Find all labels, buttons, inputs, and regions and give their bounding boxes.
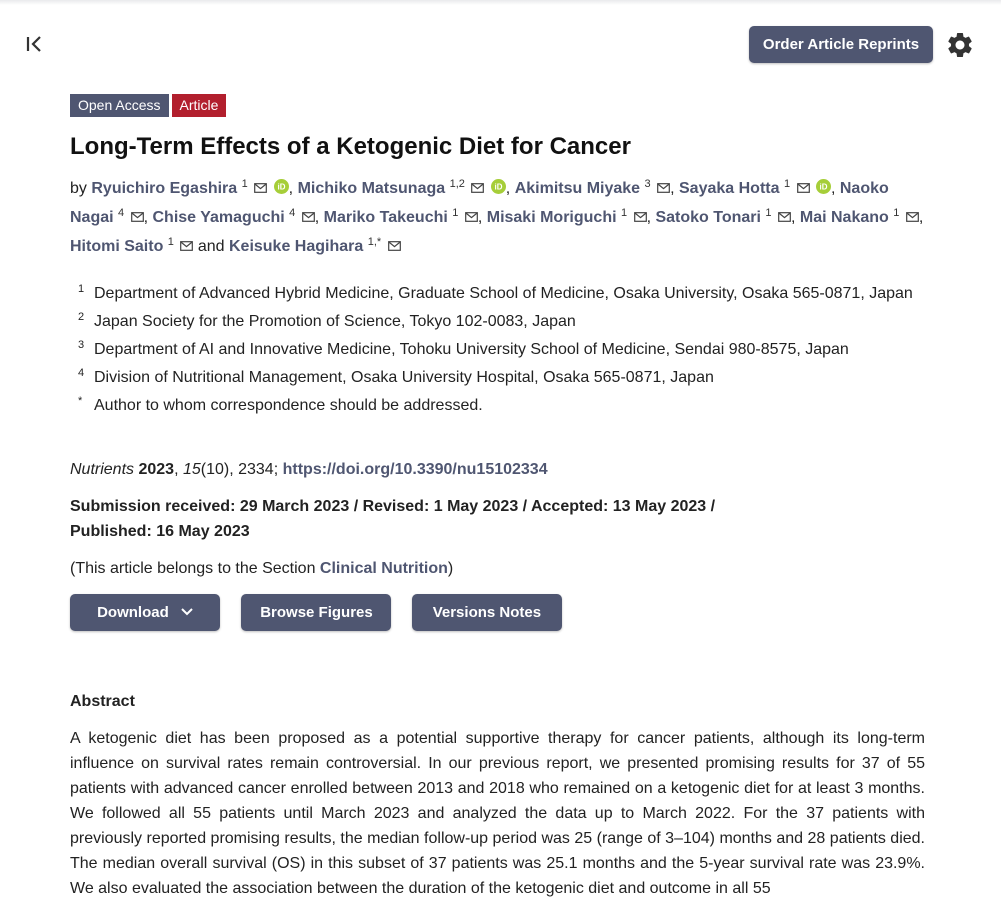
citation-volume: 15 (182, 461, 201, 478)
affiliation-text: Department of AI and Innovative Medicine, Tohoku University School of Medicine, Sendai 980-8575, Japan (94, 341, 849, 358)
author-name[interactable]: Hitomi Saito (70, 238, 164, 255)
browse-figures-button[interactable]: Browse Figures (241, 594, 391, 631)
abstract-text: A ketogenic diet has been proposed as a potential supportive therapy for cancer patients, although its long-term influence on survival rates remain controversial. In our previous report, we presented promising results for 37 of 55 patients with advanced cancer enrolled between 2013 and 2018 who remained on a ketogenic diet for at least 3 months. We followed all 55 patients until March 2023 and analyzed the data up to March 2022. For the 37 patients with previously reported promising results, the median follow-up period was 25 (range of 3–104) months and 28 patients died. The median overall survival (OS) in this subset of 37 patients was 25.1 months and the 5-year survival rate was 23.9%. We also evaluated the association between the duration of the ketogenic diet and outcome in all 55 (70, 730, 925, 897)
affiliation-text: Japan Society for the Promotion of Science, Tokyo 102-0083, Japan (94, 313, 576, 330)
open-access-badge[interactable]: Open Access (70, 94, 169, 117)
section-link[interactable]: Clinical Nutrition (319, 560, 448, 577)
orcid-icon[interactable] (816, 179, 831, 194)
chevron-down-icon (181, 608, 193, 616)
badge-row (70, 94, 926, 118)
svg-text:iD: iD (277, 182, 286, 192)
author-affiliation-ref: 4 (118, 207, 125, 219)
author-affiliation-ref: 1 (620, 207, 628, 219)
mail-icon[interactable] (778, 212, 791, 222)
author-name[interactable]: Satoko Tonari (655, 209, 761, 226)
gear-icon (945, 30, 975, 60)
settings-button[interactable] (945, 30, 975, 60)
mail-icon[interactable] (180, 241, 193, 251)
citation-issue-pages: (10), 2334; (200, 461, 279, 478)
mail-icon[interactable] (302, 212, 315, 222)
author-affiliation-ref: 1 (783, 178, 791, 190)
section-prefix: (This article belongs to the Section (70, 560, 316, 577)
section-suffix: ) (447, 560, 454, 577)
author-name[interactable]: Akimitsu Miyake (514, 180, 641, 197)
author-affiliation-ref: 4 (289, 207, 296, 219)
download-button[interactable] (70, 594, 220, 631)
mail-icon[interactable] (797, 183, 810, 193)
affiliation-item (70, 393, 926, 418)
affiliation-list (70, 281, 926, 418)
orcid-icon[interactable] (274, 179, 289, 194)
author-affiliation-ref: 1 (241, 178, 248, 190)
affiliation-text: Division of Nutritional Management, Osaka University Hospital, Osaka 565-0871, Japan (94, 369, 714, 386)
author-name[interactable]: Ryuichiro Egashira (91, 180, 238, 197)
affiliation-item (70, 281, 926, 306)
collapse-sidebar-icon (24, 32, 46, 56)
svg-text:iD: iD (494, 182, 503, 192)
author-affiliation-ref: 1 (893, 207, 900, 219)
author-list: by Ryuichiro Egashira $^1$ iD , Michiko Matsunaga $^{1,2}$ iD , Akimitsu Miyake $^3$ , Sayaka Hotta $^1$ iD , Naoko Nagai $^4$ , Chise Yamaguchi $^4$ , Mariko Takeuchi $^1$ , Misaki Moriguchi $^1$ , Satoko Tonari $^1$ , Mai Nakano $^1$ , Hitomi Saito $^1$ and Keisuke Hagihara $^{1,*}$ (70, 178, 924, 255)
publication-dates: Submission received: 29 March 2023 / Revised: 1 May 2023 / Accepted: 13 May 2023 / Published: 16 May 2023 (70, 498, 716, 540)
and-label: and (197, 238, 225, 255)
mail-icon[interactable] (254, 183, 267, 193)
affiliation-number: 3 (78, 339, 85, 351)
author-name[interactable]: Naoko Nagai (70, 180, 889, 226)
action-buttons (70, 594, 926, 631)
affiliation-number: 4 (78, 367, 85, 379)
author-affiliation-ref: 1,* (367, 236, 382, 248)
mail-icon[interactable] (634, 212, 647, 222)
author-name[interactable]: Keisuke Hagihara (228, 238, 364, 255)
affiliation-number: * (78, 395, 83, 407)
author-name[interactable]: Misaki Moriguchi (486, 209, 617, 226)
author-name[interactable]: Michiko Matsunaga (297, 180, 446, 197)
section-note (70, 556, 926, 581)
article-content (70, 94, 926, 901)
affiliation-item (70, 337, 926, 362)
author-affiliation-ref: 1 (167, 236, 174, 248)
author-name[interactable]: Mariko Takeuchi (323, 209, 448, 226)
article-type-badge: Article (172, 94, 227, 117)
journal-name[interactable]: Nutrients (70, 461, 135, 478)
affiliation-item (70, 365, 926, 390)
download-label: Download (97, 604, 169, 621)
versions-notes-button[interactable]: Versions Notes (412, 594, 562, 631)
collapse-sidebar-button[interactable] (24, 32, 46, 56)
affiliation-item (70, 309, 926, 334)
author-name[interactable]: Chise Yamaguchi (152, 209, 285, 226)
citation-year: 2023 (138, 461, 175, 478)
author-affiliation-ref: 1 (452, 207, 459, 219)
mail-icon[interactable] (388, 241, 401, 251)
abstract-heading: Abstract (70, 693, 135, 710)
top-shade (0, 0, 1001, 5)
author-name[interactable]: Mai Nakano (799, 209, 889, 226)
author-affiliation-ref: 1 (765, 207, 772, 219)
author-affiliation-ref: 3 (644, 178, 651, 190)
article-title: Long-Term Effects of a Ketogenic Diet for Cancer (70, 133, 631, 160)
mail-icon[interactable] (465, 212, 478, 222)
orcid-icon[interactable] (491, 179, 506, 194)
mail-icon[interactable] (131, 212, 144, 222)
affiliation-text: Author to whom correspondence should be addressed. (94, 397, 483, 414)
by-label: by (70, 180, 87, 197)
author-name[interactable]: Sayaka Hotta (679, 180, 780, 197)
mail-icon[interactable] (906, 212, 919, 222)
affiliation-text: Department of Advanced Hybrid Medicine, Graduate School of Medicine, Osaka University, Osaka 565-0871, Japan (94, 285, 913, 302)
order-reprints-button[interactable]: Order Article Reprints (749, 26, 933, 63)
doi-link[interactable]: https://doi.org/10.3390/nu15102334 (282, 461, 548, 478)
author-affiliation-ref: 1,2 (449, 178, 465, 190)
mail-icon[interactable] (471, 183, 484, 193)
affiliation-number: 1 (78, 283, 85, 295)
svg-text:iD: iD (819, 182, 828, 192)
citation: Nutrients 2023, 15(10), 2334; https://doi.org/10.3390/nu15102334 (70, 461, 548, 478)
affiliation-number: 2 (78, 311, 85, 323)
mail-icon[interactable] (657, 183, 670, 193)
